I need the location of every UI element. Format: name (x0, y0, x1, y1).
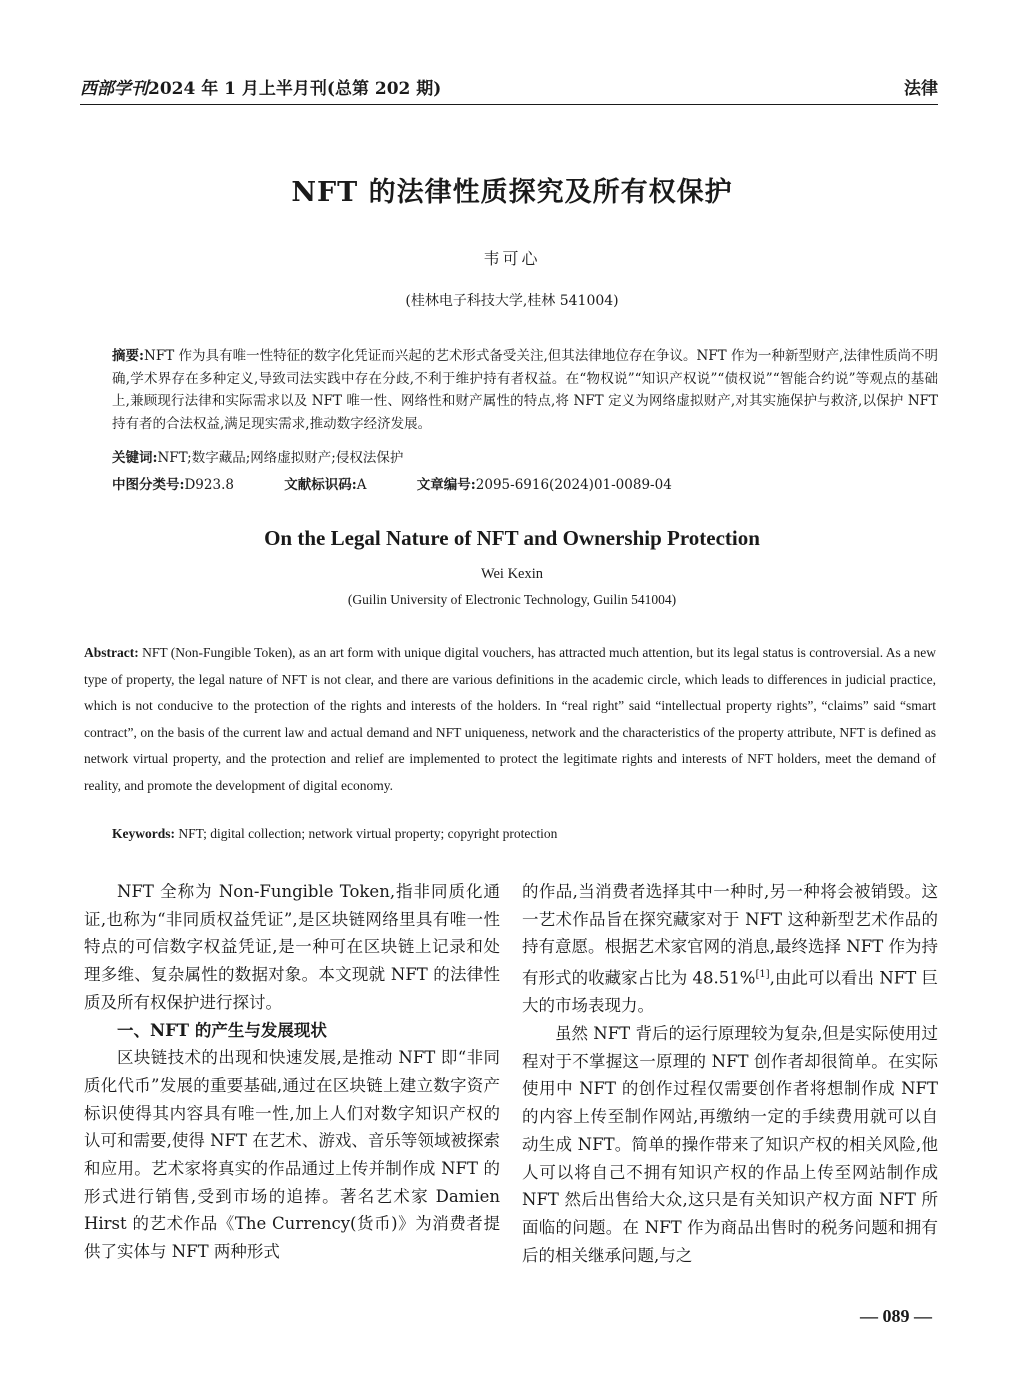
keywords-cn (112, 446, 403, 466)
keywords-en-text: NFT; digital collection; network virtual property; copyright protection (178, 826, 558, 841)
abstract-cn-label: 摘要: (112, 348, 145, 364)
article-value: 2095-6916(2024)01-0089-04 (475, 477, 672, 493)
clc-value: D923.8 (184, 477, 234, 493)
abstract-cn-text: NFT 作为具有唯一性特征的数字化凭证而兴起的艺术形式备受关注,但其法律地位存在争议。NFT 作为一种新型财产,法律性质尚不明确,学术界存在多种定义,导致司法实践中存在分歧,不利于维护持有者权益。在“物权说”“知识产权说”“债权说”“智能合约说”等观点的基础上,兼顾现行法律和实际需求以及 NFT 唯一性、网络性和财产属性的特点,将 NFT 定义为网络虚拟财产,对其实施保护与救济,以保护 NFT 持有者的合法权益,满足现实需求,推动数字经济发展。 (112, 348, 939, 432)
author-en: Wei Kexin (480, 566, 544, 582)
author-cn: 韦可心 (483, 249, 541, 268)
clc-label: 中图分类号: (112, 477, 185, 493)
body-text: ,由此可以看出 NFT 巨大的市场表现力。 (522, 968, 938, 1016)
header-journal-issue (80, 74, 441, 99)
keywords-en-label: Keywords: (112, 826, 175, 841)
body-column-left (84, 878, 500, 1266)
body-column-right (522, 878, 938, 1269)
article-title-en: On the Legal Nature of NFT and Ownership Protection (264, 526, 760, 550)
issue-info: 2024 年 1 月上半月刊(总第 202 期) (148, 79, 442, 99)
abstract-en (84, 640, 936, 799)
abstract-en-text: NFT (Non-Fungible Token), as an art form with unique digital vouchers, has attracted much attention, but its legal status is controversial. As a new type of property, the legal nature of NFT is not clear, and there are various definitions in the academic circle, which leads to differences in judicial practice, which is not conducive to the protection of the rights and interests of the holders. In “real right” said “intellectual property rights”, “claims” said “smart contract”, on the basis of the current law and actual demand and NFT uniqueness, network and the characteristics of the property attribute, NFT is defined as network virtual property, and the protection and relief are implemented to protect the legitimate rights and interests of NFT holders, meet the demand of reality, and promote the development of digital economy. (84, 645, 937, 793)
section-heading: 一、NFT 的产生与发展现状 (117, 1020, 327, 1040)
body-paragraph-continued (522, 878, 938, 1020)
body-paragraph: NFT 全称为 Non-Fungible Token,指非同质化通证,也称为“非同质权益凭证”,是区块链网络里具有唯一性特点的可信数字权益凭证,是一种可在区块链上记录和处理多维、复杂属性的数据对象。本文现就 NFT 的法律性质及所有权保护进行探讨。 (84, 882, 500, 1012)
classification-line (112, 473, 718, 493)
article-number (417, 473, 672, 493)
body-text: 的作品,当消费者选择其中一种时,另一种将会被销毁。这一艺术作品旨在探究藏家对于 NFT 这种新型艺术作品的持有意愿。根据艺术家官网的消息,最终选择 NFT 作为持有形式的收藏家占比为 48.51% (522, 882, 938, 988)
abstract-en-label: Abstract: (84, 645, 139, 660)
journal-name: 西部学刊 (80, 79, 148, 99)
affiliation-en: (Guilin University of Electronic Technology, Guilin 541004) (347, 592, 677, 607)
affiliation-cn: (桂林电子科技大学,桂林 541004) (405, 293, 619, 309)
keywords-cn-text: NFT;数字藏品;网络虚拟财产;侵权法保护 (157, 450, 404, 466)
doc-value: A (356, 477, 367, 493)
page-number: — 089 — (860, 1306, 932, 1326)
page-header (80, 70, 938, 105)
body-paragraph: 区块链技术的出现和快速发展,是推动 NFT 即“非同质化代币”发展的重要基础,通过在区块链上建立数字资产标识使得其内容具有唯一性,加上人们对数字知识产权的认可和需要,使得 NFT 在艺术、游戏、音乐等领域被探索和应用。艺术家将真实的作品通过上传并制作成 NFT 的形式进行销售,受到市场的追捧。著名艺术家 Damien Hirst 的艺术作品《The Currency(货币)》为消费者提供了实体与 NFT 两种形式 (84, 1048, 500, 1262)
citation-ref: [1] (755, 969, 770, 981)
clc-code (112, 473, 234, 493)
article-label: 文章编号: (416, 477, 476, 493)
article-title-cn: NFT 的法律性质探究及所有权保护 (291, 177, 733, 208)
keywords-cn-label: 关键词: (112, 450, 158, 466)
doc-code (284, 473, 366, 493)
abstract-cn (112, 345, 938, 435)
body-paragraph: 虽然 NFT 背后的运行原理较为复杂,但是实际使用过程对于不掌握这一原理的 NFT 创作者却很简单。在实际使用中 NFT 的创作过程仅需要创作者将想制作成 NFT 的内容上传至制作网站,再缴纳一定的手续费用就可以自动生成 NFT。简单的操作带来了知识产权的相关风险,他人可以将自己不拥有知识产权的作品上传至网站制作成 NFT 然后出售给大众,这只是有关知识产权方面 NFT 所面临的问题。在 NFT 作为商品出售时的税务问题和拥有后的相关继承问题,与之 (522, 1024, 938, 1265)
section-label: 法律 (904, 79, 938, 99)
keywords-en (112, 826, 557, 842)
doc-label: 文献标识码: (284, 477, 357, 493)
